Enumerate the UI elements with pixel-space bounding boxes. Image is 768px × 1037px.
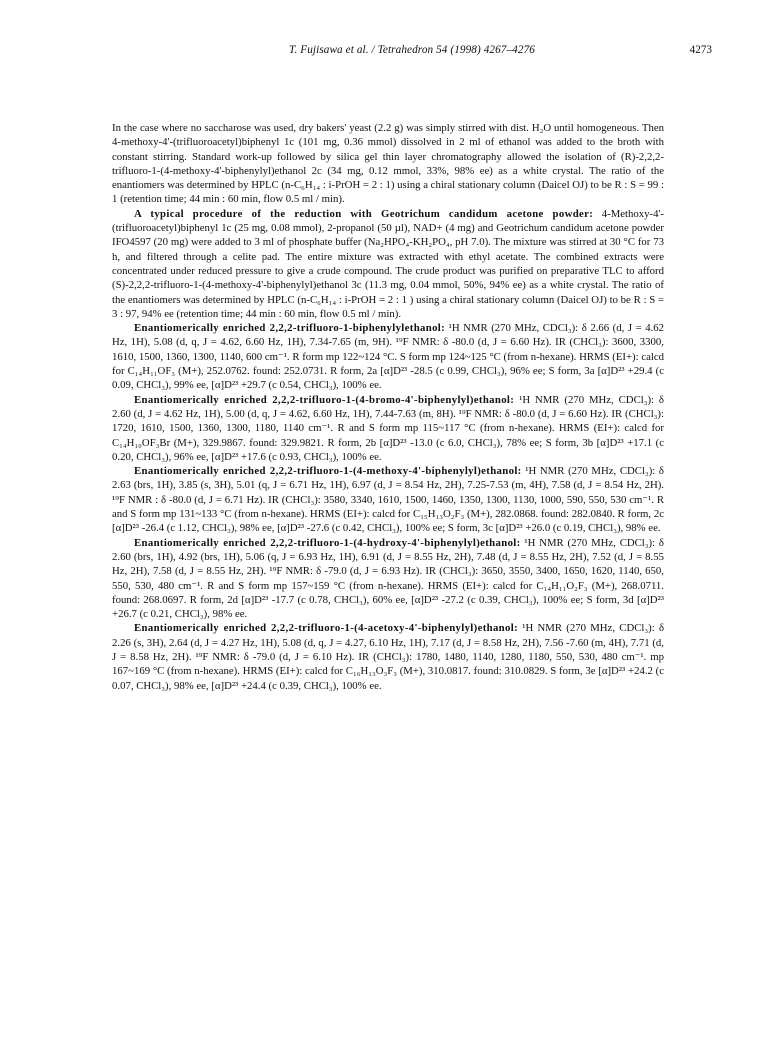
paragraph-text: ¹H NMR (270 MHz, CDCl₃): δ 2.60 (brs, 1H), 4.92 (brs, 1H), 5.06 (q, J = 6.93 Hz, 1H), 6.91 (d, J = 8.55 Hz, 2H), 7.48 (d, J = 8.55 Hz, 2H), 7.52 (d, J = 8.55 Hz, 2H), 7.58 (d, J = 8.55 Hz, 2H). ¹⁹F NMR: δ -79.0 (d, J = 6.93 Hz). IR (CHCl₃): 3650, 3550, 3400, 1650, 1620, 1140, 650, 550, 530, 480 cm⁻¹. R and S form mp 157~159 °C (from n-hexane). HRMS (EI+): calcd for C₁₄H₁₁O₂F₃ (M+), 268.0711. found: 268.0697. R form, 2d [α]D²³ -17.7 (c 0.78, CHCl₃), 60% ee, [α]D²³ -27.2 (c 0.39, CHCl₃), 100% ee; S form, 3d [α]D²³ +26.7 (c 0.21, CHCl₃), 98% ee.: [112, 536, 664, 621]
paragraph-heading: Enantiomerically enriched 2,2,2-trifluoro-1-(4-methoxy-4'-biphenylyl)ethanol:: [134, 465, 522, 478]
paragraph-heading: A typical procedure of the reduction with Geotrichum candidum acetone powder:: [134, 207, 594, 220]
paragraph-biphenylyl: [112, 321, 664, 392]
page-body: [112, 121, 664, 693]
paragraph-heading: Enantiomerically enriched 2,2,2-trifluoro-1-(4-bromo-4'-biphenylyl)ethanol:: [134, 393, 515, 406]
paragraph-geotrichum: [112, 207, 664, 321]
paragraph-saccharose: [112, 121, 664, 207]
paragraph-heading: Enantiomerically enriched 2,2,2-trifluoro-1-(4-acetoxy-4'-biphenylyl)ethanol:: [134, 622, 519, 635]
running-title: T. Fujisawa et al. / Tetrahedron 54 (1998) 4267–4276: [289, 44, 535, 56]
paragraph-text: ¹H NMR (270 MHz, CDCl₃): δ 2.66 (d, J = 4.62 Hz, 1H), 5.08 (d, q, J = 4.62, 6.60 Hz, 1H), 7.34-7.65 (m, 9H). ¹⁹F NMR: δ -80.0 (d, J = 6.60 Hz). IR (CHCl₃): 3600, 3300, 1610, 1500, 1360, 1300, 1140, 600 cm⁻¹. R form mp 122~124 °C. S form mp 124~125 °C (from n-hexane). HRMS (EI+): calcd for C₁₄H₁₁OF₃ (M+), 252.0762. found: 252.0731. R form, 2a [α]D²³ -28.5 (c 0.99, CHCl₃), 96% ee; S form, 3a [α]D²³ +29.4 (c 0.09, CHCl₃), 99% ee, [α]D²³ +29.7 (c 0.54, CHCl₃), 100% ee.: [112, 322, 665, 392]
paragraph-heading: Enantiomerically enriched 2,2,2-trifluoro-1-biphenylylethanol:: [134, 322, 446, 335]
paragraph-bromo: [112, 393, 664, 464]
page-number: 4273: [689, 44, 712, 56]
paragraph-text: ¹H NMR (270 MHz, CDCl₃): δ 2.26 (s, 3H), 2.64 (d, J = 4.27 Hz, 1H), 5.08 (d, q, J = 4.27, 6.10 Hz, 1H), 7.17 (d, J = 8.58 Hz, 2H), 7.56 -7.60 (m, 4H), 7.71 (d, J = 8.58 Hz, 2H). ¹⁹F NMR: δ -79.0 (d, J = 6.10 Hz). IR (CHCl₃): 1780, 1480, 1140, 1280, 1180, 550, 530, 480 cm⁻¹. mp 167~169 °C (from n-hexane). HRMS (EI+): calcd for C₁₆H₁₃O₃F₃ (M+), 310.0817. found: 310.0829. S form, 3e [α]D²³ +24.2 (c 0.07, CHCl₃), 98% ee, [α]D²³ +24.4 (c 0.39, CHCl₃), 100% ee.: [112, 622, 665, 692]
paragraph-hydroxy: [112, 536, 664, 622]
paragraph-acetoxy: [112, 621, 664, 692]
paragraph-methoxy: [112, 464, 664, 535]
paragraph-text: ¹H NMR (270 MHz, CDCl₃): δ 2.60 (d, J = 4.62 Hz, 1H), 5.00 (d, q, J = 4.62, 6.60 Hz, 1H), 7.44-7.63 (m, 8H). ¹⁹F NMR: δ -80.0 (d, J = 6.60 Hz). IR (CHCl₃): 1720, 1610, 1500, 1360, 1300, 1180, 1140 cm⁻¹. R and S form mp 115~117 °C (from n-hexane). HRMS (EI+): calcd for C₁₄H₁₀OF₃Br (M+), 329.9867. found: 329.9821. R form, 2b [α]D²³ -13.0 (c 6.0, CHCl₃), 78% ee; S form, 3b [α]D²³ +17.1 (c 0.20, CHCl₃), 96% ee, [α]D²³ +17.6 (c 0.93, CHCl₃), 100% ee.: [112, 393, 664, 463]
paragraph-heading: Enantiomerically enriched 2,2,2-trifluoro-1-(4-hydroxy-4'-biphenylyl)ethanol:: [134, 536, 521, 549]
paragraph-text: ¹H NMR (270 MHz, CDCl₃): δ 2.63 (brs, 1H), 3.85 (s, 3H), 5.01 (q, J = 6.71 Hz, 1H), 6.97 (d, J = 8.54 Hz, 2H), 7.25-7.53 (m, 4H), 7.58 (d, J = 8.54 Hz, 2H). ¹⁹F NMR : δ -80.0 (d, J = 6.71 Hz). IR (CHCl₃): 3580, 3340, 1610, 1500, 1460, 1350, 1300, 1130, 1000, 590, 550, 530 cm⁻¹. R and S form mp 131~133 °C (from n-hexane). HRMS (EI+): calcd for C₁₅H₁₃O₂F₃ (M+), 282.0868. found: 282.0840. R form, 2c [α]D²³ -26.4 (c 1.12, CHCl₃), 98% ee, [α]D²³ -27.6 (c 0.42, CHCl₃), 100% ee; S form, 3c [α]D²³ +26.0 (c 0.19, CHCl₃), 98% ee.: [112, 465, 664, 535]
running-header: [112, 44, 712, 60]
paragraph-text: In the case where no saccharose was used, dry bakers' yeast (2.2 g) was simply stirred with dist. H₂O until homogeneous. Then 4-methoxy-4'-(trifluoroacetyl)biphenyl 1c (101 mg, 0.36 mmol) dissolved in 2 ml of ethanol was added to the broth with constant stirring. Standard work-up followed by silica gel thin layer chromatography allowed the isolation of (R)-2,2,2-trifluoro-1-(4-methoxy-4'-biphenylyl)ethanol 2c (34 mg, 0.12 mmol, 33%, 98% ee) as a white crystal. The ratio of the enantiomers was determined by HPLC (n-C₆H₁₄ : i-PrOH = 2 : 1) using a chiral stationary column (Daicel OJ) to be R : S = 99 : 1 (retention time; 44 min : 60 min, flow 0.5 ml / min).: [112, 122, 664, 206]
paragraph-text: 4-Methoxy-4'-(trifluoroacetyl)biphenyl 1c (25 mg, 0.08 mmol), 2-propanol (50 µl), NAD+ (4 mg) and Geotrichum candidum acetone powder IFO4597 (20 mg) were added to 3 ml of phosphate buffer (Na₂HPO₄-KH₂PO₄, pH 7.0). The mixture was stirred at 30 °C for 73 h, and filtered through a celite pad. The entire mixture was extracted with ethyl acetate. The combined extracts were concentrated under reduced pressure to give a crude compound. The crude product was purified on preparative TLC to afford (S)-2,2,2-trifluoro-1-(4-methoxy-4'-biphenylyl)ethanol 3c (11.3 mg, 0.04 mmol, 50%, 94% ee) as a white crystal. The ratio of the enantiomers was determined by HPLC (n-C₆H₁₄ : i-PrOH = 2 : 1 ) using a chiral stationary column (Daicel OJ) to be R : S = 3 : 97, 94% ee (retention time; 44 min : 60 min, flow 0.5 ml / min).: [112, 207, 664, 320]
